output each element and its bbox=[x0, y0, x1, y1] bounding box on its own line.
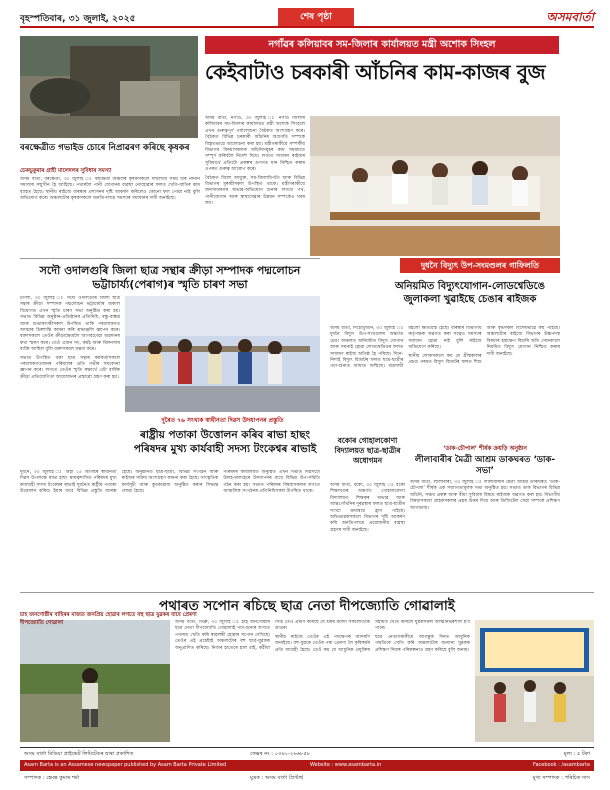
footer-line-3 bbox=[20, 773, 594, 784]
lila-story-kicker: ‘ডাক-চৌপাল’ শীৰ্ষক ক্ৰয়ড়ি অনুষ্ঠান bbox=[443, 446, 527, 452]
bottom-story-subhead: চাহ জনগোষ্ঠীৰ বাহিৰৰ মাজত জনপ্ৰিয় হোৱাৰ লগতে বহু ছাত্ৰ যুৱকৰ বাবে প্ৰেৰণা দীপজ্যোতি গোৱালা bbox=[20, 612, 197, 626]
tribute-body bbox=[20, 296, 120, 466]
lila-story-body bbox=[410, 480, 560, 585]
lila-story-headline: লীলাবাৰীৰ মৈত্ৰী আশ্ৰম ডাকঘৰত ‘ডাক-সভা’ bbox=[414, 455, 556, 476]
section-divider bbox=[20, 258, 320, 259]
lead-body bbox=[205, 116, 305, 256]
power-story-headline: অনিয়মিত বিদ্যুৎযোগান-লোডশ্বেডিঙে জুলাকলা খুৱাইছে চেঙাৰ ৰাইজক bbox=[394, 281, 546, 305]
power-story-paragraph-2: স্থানীয় লোকসকলে কয় যে গ্ৰীষ্মকালৰ প্ৰচণ্ড গৰমত বিদ্যুৎ বিভ্ৰাটৰ ফলত শিশু আৰু বৃদ্ধসকল বিশেষভাৱে কষ্ট পাইছে। অঞ্চলটোৰ ৰাইজে বিভাগৰ উচ্চপদস্থ বিষয়াৰ হস্তক্ষেপ বিচাৰি অতি সোনকালে নিয়মিত বিদ্যুৎ যোগান নিশ্চিত কৰাৰ দাবী জনাইছে। bbox=[408, 326, 560, 366]
footer-line-1 bbox=[20, 747, 594, 759]
tribute-paragraph: টাংলা, ৩০ জুলাই ঃ সদৌ ওদালগুৰি জিলা ছাত্ৰ সন্থাৰ ক্ৰীড়া সম্পাদক পদ্মলোচন ভট্টাচাৰ্য্যৰ অকাল বিয়োগত এখন স্মৃতি চাৰণ সভা অনুষ্ঠিত কৰা হয়। সভাত বিভিন্ন অনুষ্ঠান-প্ৰতিষ্ঠানৰ প্ৰতিনিধি, বন্ধু-বান্ধৱ আৰু শুভাকাংক্ষীসকল উপস্থিত থাকি পৰলোকগত আত্মাৰ চিৰশান্তি কামনা কৰি শ্ৰদ্ধাঞ্জলি জ্ঞাপন কৰে। বক্তাসকলে তেওঁৰ ক্ৰীড়াক্ষেত্ৰলৈ আগবঢ়োৱা অৱদানৰ কথা স্মৰণ কৰে। তেওঁ এজন সৎ, কৰ্মঠ আৰু মিলনসাৰ ব্যক্তি আছিল বুলি বক্তাসকলে মন্তব্য কৰে। bbox=[20, 296, 120, 353]
power-story-body bbox=[330, 326, 560, 430]
flag-story-paragraph-2: পৰিষদৰ কাৰ্যালয়ত অনুষ্ঠিত এখন সভাত দিৱসটো উলহ-মালহেৰে উদযাপনৰ বাবে বিভিন্ন উপ-সমিতি গঠন কৰা হয়। সভাত পৰিষদৰ বিষয়াসকলৰ লগতে আঞ্চলিক সংগঠনৰ প্ৰতিনিধিসকল উপস্থিত থাকে। bbox=[223, 470, 320, 495]
lead-kicker: নগাঁৱৰ কলিয়াবৰ সম-জিলাৰ কাৰ্যালয়ত মন্ত্ৰী অশোক সিংহল bbox=[205, 36, 559, 54]
lead-paragraph: অসম বাৰ্তা, নগাঁও, ৩০ জুলাই ঃ নগাঁও জিলাৰ কলিয়াবৰ সম-জিলাৰ কাৰ্যালয়ত মন্ত্ৰী অশোক সিংহলে এখন গুৰুত্বপূৰ্ণ পৰ্যালোচনা বৈঠকত অংশগ্ৰহণ কৰে। বৈঠকত বিভিন্ন চৰকাৰী আঁচনিৰ অগ্ৰগতি সম্পৰ্কে বিস্তৃতভাৱে আলোচনা কৰা হয়। মন্ত্ৰীগৰাকীয়ে সম্পৰ্কীয় বিভাগৰ বিষয়াসকলক আঁচনিসমূহৰ কাম সময়মতে সম্পূৰ্ণ কৰিবলৈ নিৰ্দেশ দিয়ে। লগতে সাধাৰণ ৰাইজৰ সুবিধাৰ্থে প্ৰতিটো প্ৰকল্পৰ গুণগত মান নিশ্চিত কৰাৰ ওপৰত গুৰুত্ব আৰোপ কৰে। bbox=[205, 116, 305, 173]
tribute-headline: সদৌ ওদালগুৰি জিলা ছাত্ৰ সন্থাৰ ক্ৰীড়া সম্পাদক পদ্মলোচন ভট্টাচাৰ্য্য(পেৰাগ)ৰ স্মৃতি চাৰণ সভা bbox=[39, 264, 301, 291]
banner-photo bbox=[475, 620, 594, 742]
masthead bbox=[20, 8, 594, 28]
flag-story-body bbox=[20, 470, 320, 588]
meeting-photo bbox=[310, 116, 560, 256]
bottom-divider bbox=[20, 592, 594, 593]
power-story-kicker: দুধনৈ বিদ্যুৎ উপ-সংমণ্ডলৰ গাফিলতি bbox=[400, 258, 560, 273]
flag-story-headline: ৰাষ্ট্ৰীয় পতাকা উত্তোলন কৰিব ৰাভা হাছং পৰিষদৰ মুখ্য কাৰ্যবাহী সদস্য টংকেশ্বৰ ৰাভাই bbox=[133, 429, 317, 455]
footer-price: মূল্য : ৫ টকা bbox=[563, 751, 590, 757]
bottom-story-headline: পথাৰত সপোন ৰচিছে ছাত্ৰ নেতা দীপজ্যোতি গোৱালাই bbox=[159, 598, 455, 614]
tribute-photo-caption: দুৰৈত ৭৬ সংখ্যক স্বাধীনতা দিৱস উদযাপনৰ প্ৰস্তুতি bbox=[161, 417, 284, 424]
left-story-paragraph: অসম বাৰ্তা, বৰক্ষেত্ৰী, ৩০ জুলাই ঃ বৰক্ষেত্ৰী অঞ্চলৰ কৃষকসকলে দীঘলীয়া সময় ধৰি নানান সমস্যাৰ সন্মুখীন হৈ আহিছে। পথাৰলৈ পানী যোগানৰ ব্যৱস্থা নোহোৱাৰ ফলত খেতি-বাতিৰ কাম ব্যাহত হৈছে। স্থানীয় ৰাইজে বাৰম্বাৰ প্ৰশাসনৰ দৃষ্টি আকৰ্ষণ কৰিলেও কোনো ফল পোৱা নাই বুলি অভিযোগ কৰে। অঞ্চলটোৰ কৃষকসকলে অনতিপলমে সমস্যাৰ সমাধানৰ দাবী জনাইছে। bbox=[20, 177, 200, 202]
bottom-story-paragraph-2: স্থানীয় ৰাইজে তেওঁৰ এই পদক্ষেপক আদৰণি জনাইছে। বহু যুৱকে তেওঁৰ পৰা প্ৰেৰণা লৈ কৃষিকৰ্মৰ প্ৰতি আগ্ৰহী হৈছে। তেওঁ কয় যে আধুনিক প্ৰযুক্তিৰ সহায়ত খেতি কৰিলে যুৱকসকল আত্মনিৰ্ভৰশীল হ'ব পাৰে। bbox=[275, 620, 470, 653]
left-story-subhead: চেকভুকুৰাৰ গ্ৰাহী মালেদলৰ সুবিধাৰ সমস্যা bbox=[20, 168, 112, 174]
footer-facebook[interactable]: Facebook : /asambarta bbox=[533, 762, 590, 768]
footer-editor: সম্পাদক : হেমন্ত কুমাৰ শৰ্মা bbox=[24, 775, 80, 781]
footer-line-2 bbox=[20, 760, 594, 771]
bottom-story-paragraph: অসম বাৰ্তা, ডিব্ৰু, ৩০ জুলাই ঃ চাহ জনগোষ্ঠীৰ ছাত্ৰ নেতা দীপজ্যোতি গোৱালাই পঢ়া-শুনাৰ লগতে পথাৰত খেতি কৰি স্বাৱলম্বী হোৱাৰ সপোন দেখিছে। তেওঁৰ এই প্ৰচেষ্টাই অঞ্চলটোৰ বহু ছাত্ৰ-যুৱকক অনুপ্ৰাণিত কৰিছে। নিজৰ হাতেৰে হাল বাই, কঠীয়া সিঁচি তেওঁ প্ৰমাণ কৰিছে যে শ্ৰমৰ মৰ্যাদা সকলোতকৈ ডাঙৰ। bbox=[175, 620, 370, 651]
footer-printer: মুদ্ৰক : অসম বাৰ্তা প্ৰিণ্টাৰ্ছ bbox=[250, 775, 304, 781]
lila-story-paragraph: অসম বাৰ্তা, লীলাবাৰী, ৩০ জুলাই ঃ লীলাবাৰীৰ মৈত্ৰী আশ্ৰম ডাকঘৰত ‘ডাক-চৌপাল’ শীৰ্ষক এক সজাগতামূলক সভা অনুষ্ঠিত হয়। সভাত ডাক বিভাগৰ বিভিন্ন আঁচনি, সঞ্চয় প্ৰকল্প আৰু বীমা সুবিধাৰ বিষয়ে ৰাইজক অৱগত কৰা হয়। বিভাগীয় বিষয়াসকলে গ্ৰাহকসকলৰ প্ৰশ্নৰ উত্তৰ দিয়ে আৰু ডিজিটেল সেৱা সম্পৰ্কে প্ৰশিক্ষণ আগবঢ়ায়। bbox=[410, 480, 560, 511]
bakor-story-headline: বকোৰ গোহালকোণা বিদ্যালয়ত ছাত্ৰ-ছাত্ৰীৰ অধোগমন bbox=[334, 436, 401, 465]
footer-website[interactable]: Website : www.asambarta.in bbox=[310, 762, 382, 768]
flag-story-paragraph: দুধনৈ, ৩০ জুলাই ঃ অহা ১৫ আগষ্টৰ স্বাধীনতা দিৱস উপলক্ষে ৰাভা হাছং স্বায়ত্বশাসিত পৰিষদৰ মুখ্য কাৰ্যবাহী সদস্য টংকেশ্বৰ ৰাভাই দুধনৈত ৰাষ্ট্ৰীয় পতাকা উত্তোলন কৰিব। ইয়াৰ বাবে বিভিন্ন প্ৰস্তুতি আৰম্ভ হৈছে। অনুষ্ঠানত ছাত্ৰ-ছাত্ৰী, বিভিন্ন সংগঠন আৰু ৰাইজৰ সক্ৰিয় অংশগ্ৰহণ কামনা কৰা হৈছে। সাংস্কৃতিক কাৰ্যসূচী আৰু কুচকাৱাজ অনুষ্ঠিত কৰাৰ সিদ্ধান্ত লোৱা হৈছে। bbox=[20, 470, 219, 495]
left-story-headline: বৰক্ষেত্ৰীত গভাইড চোৰে নিপ্ৰাৱৰণ কৰিছে কৃষকৰ bbox=[20, 143, 190, 153]
bakor-story-body bbox=[330, 483, 405, 585]
farm-photo bbox=[20, 36, 198, 138]
page-label: শেষ পৃষ্ঠা bbox=[278, 8, 354, 26]
bakor-story-paragraph: অসম বাৰ্তা, বকো, ৩০ জুলাই ঃ বকো শিক্ষাখণ্ডৰ অন্তৰ্গত গোহালকোণা বিদ্যালয়ত শিক্ষকৰ অভাৱ আৰু আন্তঃগাঁথনিৰ দুৰৱস্থাৰ ফলত ছাত্ৰ-ছাত্ৰীৰ সংখ্যা ক্ৰমান্বয়ে হ্ৰাস পাইছে। অভিভাৱকসকলে বিভাগৰ দৃষ্টি আকৰ্ষণ কৰি অনতিপলমে প্ৰয়োজনীয় ব্যৱস্থা গ্ৰহণৰ দাবী জনাইছে। bbox=[330, 483, 405, 533]
lead-paragraph-2: বৈঠকত জিলা আয়ুক্ত, সম-জিলাধিপতি আৰু বিভিন্ন বিভাগৰ মূৰব্বীসকল উপস্থিত থাকে। মন্ত্ৰীগৰাকীয়ে জনসাধাৰণৰ অভাৱ-অভিযোগ শুনাৰ লগতে পথ, পানীযোগান আৰু স্বাস্থ্যসেৱাৰ উন্নয়ন সম্পৰ্কেও খবৰ লয়। bbox=[205, 175, 305, 207]
lead-headline: কেইবাটাও চৰকাৰী আঁচনিৰ কাম-কাজৰ বুজ bbox=[205, 60, 546, 84]
tribute-photo bbox=[125, 296, 320, 412]
issue-date: বৃহস্পতিবাৰ, ৩১ জুলাই, ২০২৫ bbox=[20, 14, 136, 24]
bottom-story-paragraph-3: ছাত্ৰ নেতাগৰাকীয়ে আগন্তুক দিনত আধুনিক পদ্ধতিৰে খেতি কৰি অঞ্চলটোৰ অন্যান্য যুৱকক প্ৰশিক্ষণ দিয়াৰ পৰিকল্পনাও গ্ৰহণ কৰিছে বুলি জনায়। bbox=[375, 634, 470, 653]
field-photo bbox=[20, 620, 170, 742]
newspaper-logo: অসমবাৰ্তা bbox=[546, 10, 594, 24]
tribute-paragraph-2: সভাত উপস্থিত থকা ছাত্ৰ সন্থাৰ কৰ্মকৰ্তাসকলে পৰলোকগতজনৰ পৰিয়ালৰ প্ৰতি গভীৰ সমবেদনা জ্ঞাপন কৰে। লগতে তেওঁৰ স্মৃতি ৰক্ষাৰ্থে এটা বাৰ্ষিক ক্ৰীড়া প্ৰতিযোগিতা আয়োজনৰ প্ৰস্তাৱো গ্ৰহণ কৰা হয়। bbox=[20, 355, 120, 380]
footer-fax: ফেক্সৰ নং : ০৩৬১-২৬৬৮৫৮ bbox=[250, 751, 311, 757]
footer-english-credit: Asam Barta is an Assamese newspaper published by Asam Barta Private Limited bbox=[24, 762, 227, 768]
left-story-body bbox=[20, 177, 200, 255]
power-story-paragraph: অসম বাৰ্তা, দিচৌমুআন, ৩০ জুলাই ঃ দুধনৈ বিদ্যুৎ উপ-সংমণ্ডলৰ অন্তৰ্গত চেঙা অঞ্চলত অনিয়মিত বিদ্যুৎ যোগান আৰু সঘনাই হোৱা লোডশ্বেডিঙৰ ফলত সাধাৰণ ৰাইজ অতিষ্ঠ হৈ পৰিছে। দিনে-নিশাই বিদ্যুৎ বিভ্ৰাটৰ ফলত ছাত্ৰ-ছাত্ৰীৰ পঢ়া-শুনাত ব্যাঘাত জন্মিছে। ব্যৱসায়ী মহলো ক্ষতিগ্ৰস্ত হৈছে। বাৰম্বাৰ বিভাগীয় কৰ্তৃপক্ষক অৱগত কৰা সত্বেও সমস্যাৰ সমাধান হোৱা নাই বুলি ৰাইজে অভিযোগ কৰিছে। bbox=[330, 326, 482, 370]
footer-chief-editor: মুখ্য সম্পাদক : পৰিচিত দাস bbox=[532, 775, 590, 781]
bottom-story-body bbox=[175, 620, 470, 742]
footer-publisher: অসম বাৰ্তা মিডিয়া প্ৰাইভেট লিমিটেডৰ দ্বাৰা প্ৰকাশিত bbox=[24, 751, 134, 757]
